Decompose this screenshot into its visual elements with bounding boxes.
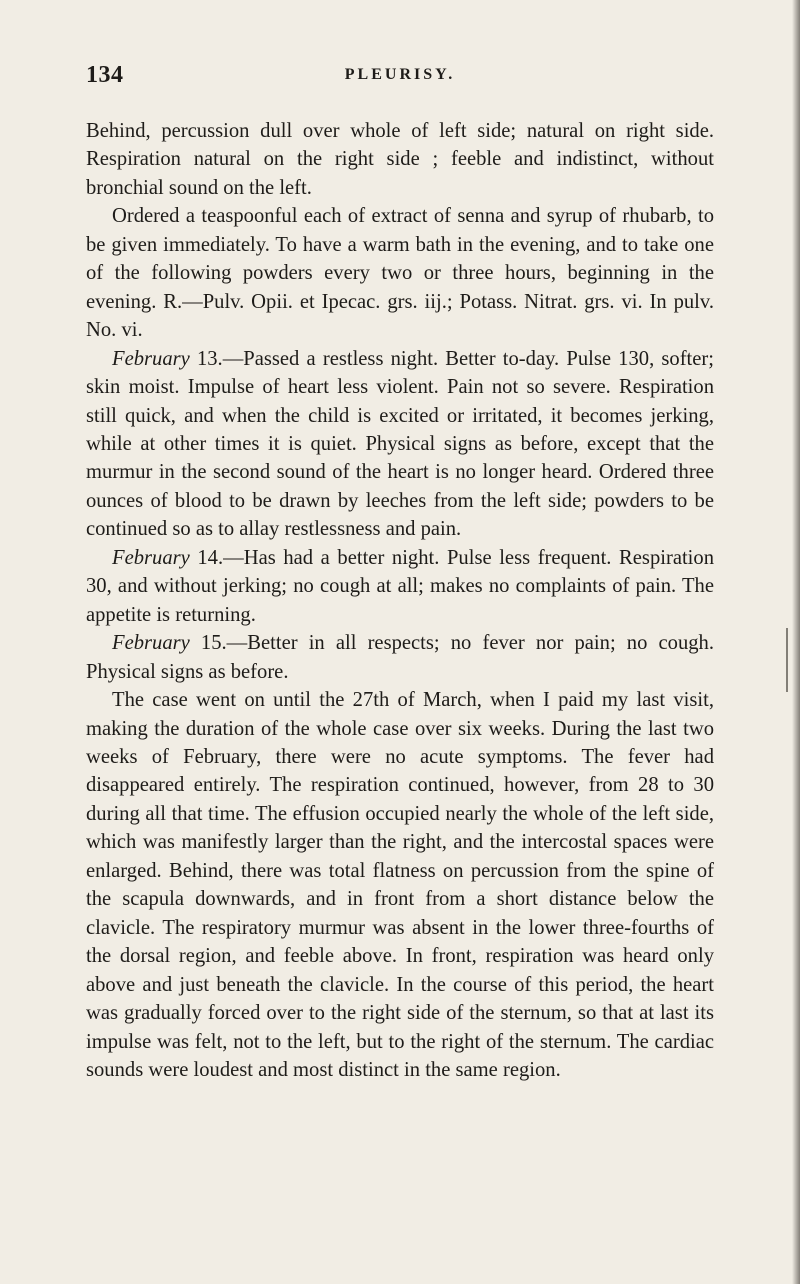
margin-mark	[786, 628, 788, 692]
paragraph: February 14.—Has had a better night. Pulse less frequent. Respiration 30, and without jerking; no cough at all; makes no complaints of pain. The appetite is returning.	[86, 546, 714, 626]
entry-date: February	[112, 632, 190, 655]
entry-date: February	[112, 347, 190, 370]
body-text	[86, 117, 714, 1084]
paragraph: February 15.—Better in all respects; no fever nor pain; no cough. Physical signs as before.	[86, 632, 714, 683]
paragraph: The case went on until the 27th of March, when I paid my last visit, making the duration of the whole case over six weeks. During the last two weeks of February, there were no acute symptoms. The fever had disappeared entirely. The respiration continued, however, from 28 to 30 during all that time. The effusion occupied nearly the whole of the left side, which was manifestly larger than the right, and the intercostal spaces were enlarged. Behind, there was total flatness on percussion from the spine of the scapula downwards, and in front from a short distance below the clavicle. The respiratory murmur was absent in the lower three-fourths of the dorsal region, and feeble above. In front, respiration was heard only above and just beneath the clavicle. In the course of this period, the heart was gradually forced over to the right side of the sternum, so that at last its impulse was felt, not to the left, but to the right of the sternum. The cardiac sounds were loudest and most distinct in the same region.	[86, 689, 714, 1081]
paragraph: February 13.—Passed a restless night. Better to-day. Pulse 130, softer; skin moist. Impulse of heart less violent. Pain not so severe. Respiration still quick, and when the child is excited or irritated, it becomes jerking, while at other times it is quiet. Physical signs as before, except that the murmur in the second sound of the heart is no longer heard. Ordered three ounces of blood to be drawn by leeches from the left side; powders to be continued so as to allay restlessness and pain.	[86, 347, 714, 541]
running-head: PLEURISY.	[344, 66, 456, 83]
page-number: 134	[86, 62, 124, 88]
page-header	[86, 62, 714, 92]
entry-date: February	[112, 546, 190, 569]
paragraph: Behind, percussion dull over whole of left side; natural on right side. Respiration natural on the right side ; feeble and indistinct, without bronchial sound on the left.	[86, 120, 714, 199]
page-edge-shadow	[792, 0, 800, 1284]
paragraph: Ordered a teaspoonful each of extract of senna and syrup of rhubarb, to be given immediately. To have a warm bath in the evening, and to take one of the following powders every two or three hours, beginning in the evening. R.—Pulv. Opii. et Ipecac. grs. iij.; Potass. Nitrat. grs. vi. In pulv. No. vi.	[86, 205, 714, 342]
